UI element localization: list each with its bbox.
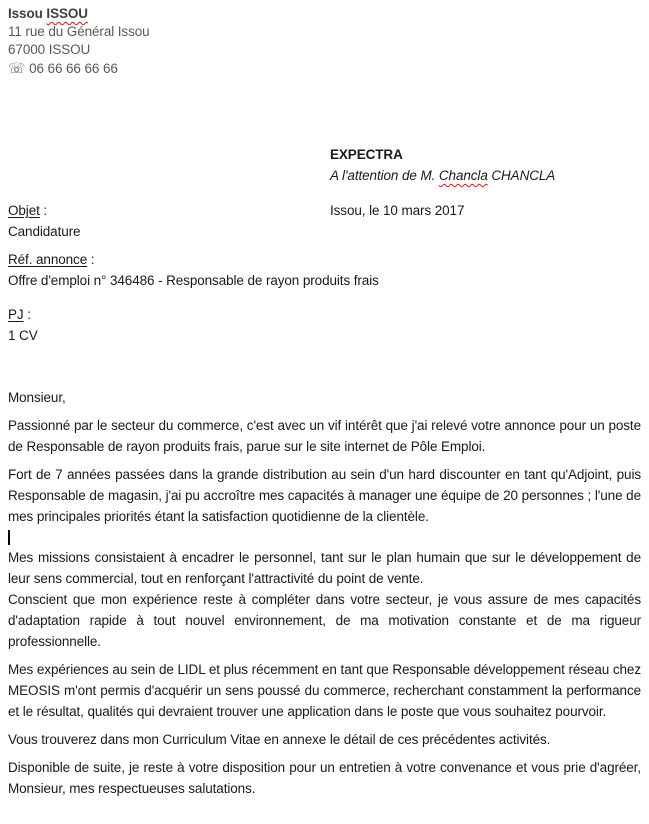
attention-suffix: CHANCLA bbox=[487, 168, 556, 183]
objet-value[interactable]: Candidature bbox=[8, 224, 81, 239]
date-line[interactable]: Issou, le 10 mars 2017 bbox=[330, 203, 465, 218]
objet-label-line[interactable] bbox=[8, 203, 47, 218]
paragraph-experience[interactable]: Fort de 7 années passées dans la grande distribution au sein d'un hard discounter en tant qu'Adjoint, puis Responsable de magasin, j'ai pu accroître mes capacités à manager une équipe de 20 personnes ; l'une de mes principales priorités étant la satisfaction quotidienne de la clientèle. bbox=[8, 467, 641, 524]
telephone-icon: ☏ bbox=[8, 60, 26, 76]
reference-label: Réf. annonce bbox=[8, 252, 88, 267]
attention-prefix: A l'attention de M. bbox=[330, 168, 439, 183]
reference-label-line[interactable] bbox=[8, 249, 641, 270]
pj-block bbox=[8, 304, 641, 346]
paragraph-cv-annexe[interactable]: Vous trouverez dans mon Curriculum Vitae en annexe le détail de ces précédentes activités. bbox=[8, 732, 551, 747]
sender-address-line2[interactable]: 67000 ISSOU bbox=[8, 42, 91, 57]
recipient-company[interactable]: EXPECTRA bbox=[330, 147, 403, 162]
paragraph-adaptation[interactable]: Conscient que mon expérience reste à compléter dans votre secteur, je vous assure de mes capacités d'adaptation rapide à tout nouvel environnement, de ma motivation constante et de ma rigueur professionnelle. bbox=[8, 592, 641, 649]
sender-last-name-spellcheck: ISSOU bbox=[46, 6, 88, 21]
pj-value[interactable]: 1 CV bbox=[8, 328, 38, 343]
attention-name-spellcheck: Chancla bbox=[438, 168, 488, 183]
recipient-attention-line[interactable] bbox=[330, 165, 641, 186]
objet-separator: : bbox=[39, 203, 48, 218]
recipient-block bbox=[330, 144, 641, 186]
pj-label-line[interactable] bbox=[8, 304, 641, 325]
pj-label: PJ bbox=[8, 307, 24, 322]
sender-name[interactable] bbox=[8, 5, 641, 23]
reference-separator: : bbox=[87, 252, 95, 267]
objet-label: Objet bbox=[8, 203, 40, 218]
sender-phone-line[interactable] bbox=[8, 59, 641, 78]
sender-block bbox=[8, 5, 641, 78]
text-cursor bbox=[8, 530, 10, 545]
paragraph-missions[interactable]: Mes missions consistaient à encadrer le personnel, tant sur le plan humain que sur le développement de leur sens commercial, tout en renforçant l'attractivité du point de vente. bbox=[8, 550, 641, 586]
sender-address-line1[interactable]: 11 rue du Général Issou bbox=[8, 24, 150, 39]
reference-block bbox=[8, 249, 641, 291]
sender-phone-number: 06 66 66 66 66 bbox=[25, 61, 118, 76]
objet-row bbox=[8, 200, 641, 221]
pj-separator: : bbox=[23, 307, 31, 322]
empty-line-with-cursor[interactable] bbox=[8, 527, 641, 547]
paragraph-intro[interactable]: Passionné par le secteur du commerce, c'est avec un vif intérêt que j'ai relevé votre annonce pour un poste de Responsable de rayon produits frais, parue sur le site internet de Pôle Emploi. bbox=[8, 418, 641, 454]
paragraph-lidl-meosis[interactable]: Mes expériences au sein de LIDL et plus récemment en tant que Responsable développement réseau chez MEOSIS m'ont permis d'acquérir un sens poussé du commerce, recherchant constamment la performance et le résultat, qualités qui devraient trouver une application dans le poste que vous souhaitez pourvoir. bbox=[8, 662, 641, 719]
sender-first-name: Issou bbox=[8, 6, 47, 21]
salutation[interactable]: Monsieur, bbox=[8, 390, 66, 405]
paragraph-closing[interactable]: Disponible de suite, je reste à votre disposition pour un entretien à votre convenance et vous prie d'agréer, Monsieur, mes respectueuses salutations. bbox=[8, 760, 641, 796]
reference-value[interactable]: Offre d'emploi n° 346486 - Responsable de rayon produits frais bbox=[8, 273, 379, 288]
